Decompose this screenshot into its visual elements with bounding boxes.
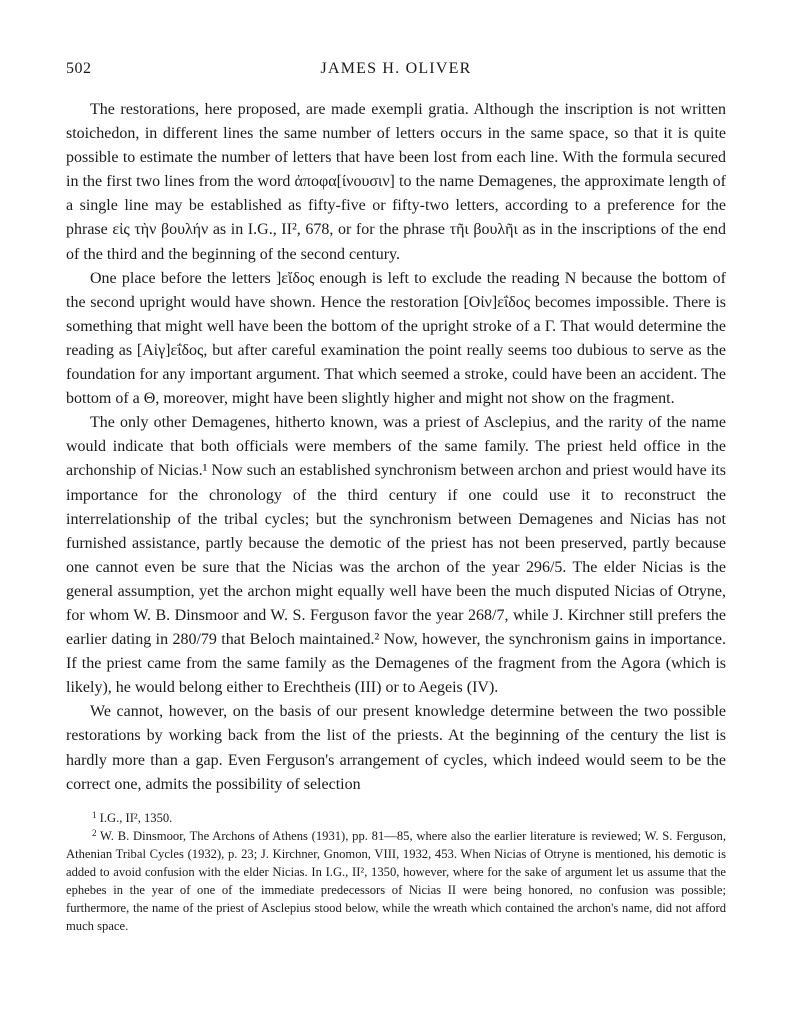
paragraph: We cannot, however, on the basis of our present knowledge determine between the two possible restorations by working back from the list of the priests. At the beginning of the century the list is hardly more than a gap. Even Ferguson's arrangement of cycles, which indeed would seem to be the correct one, admits the possibility of selection xyxy=(66,703,726,793)
footnote-text: W. B. Dinsmoor, The Archons of Athens (1931), pp. 81—85, where also the earlier literature is reviewed; W. S. Ferguson, Athenian Tribal Cycles (1932), p. 23; J. Kirchner, Gnomon, VIII, 1932, 453. When Nicias of Otryne is mentioned, his demotic is added to avoid confusion with the elder Nicias. In I.G., II², 1350, however, where for the sake of argument let us assume that the ephebes in the year of one of the immediate predecessors of Nicias II were being honored, no confusion was possible; furthermore, the name of the priest of Asclepius stood below, while the wreath which contained the archon's name, did not afford much space. xyxy=(66,828,726,933)
footnotes xyxy=(66,809,726,935)
paragraph: The restorations, here proposed, are made exempli gratia. Although the inscription is not written stoichedon, in different lines the same number of letters occurs in the same space, so that it is quite possible to estimate the number of letters that have been lost from each line. With the formula secured in the first two lines from the word ἀποφα[ίνουσιν] to the name Demagenes, the approximate length of a single line may be established as fifty-five or fifty-two letters, according to a preference for the phrase εἰς τὴν βουλήν as in I.G., II², 678, or for the phrase τῆι βουλῆι as in the inscriptions of the end of the third and the beginning of the second century. xyxy=(66,101,726,263)
paragraph: One place before the letters ]εἴδος enough is left to exclude the reading N because the bottom of the second upright would have shown. Hence the restoration [Οἰν]εΐδος becomes impossible. There is something that might well have been the bottom of the upright stroke of a Γ. That would determine the reading as [Αἰγ]εΐδος, but after careful examination the point really seems too dubious to serve as the foundation for any important argument. That which seemed a stroke, could have been an accident. The bottom of a Θ, moreover, might have been slightly higher and might not show on the fragment. xyxy=(66,269,726,408)
footnote-mark: 2 xyxy=(92,827,97,838)
running-title: JAMES H. OLIVER xyxy=(320,60,472,77)
footnote xyxy=(66,827,726,935)
paragraph: The only other Demagenes, hitherto known, was a priest of Asclepius, and the rarity of the name would indicate that both officials were members of the same family. The priest held office in the archonship of Nicias.¹ Now such an established synchronism between archon and priest would have its importance for the chronology of the third century if one could use it to reconstruct the interrelationship of the tribal cycles; but the synchronism between Demagenes and Nicias has not furnished assistance, partly because the demotic of the priest has not been preserved, partly because one cannot even be sure that the Nicias was the archon of the year 296/5. The elder Nicias is the general assumption, yet the archon might equally well have been the much disputed Nicias of Otryne, for whom W. B. Dinsmoor and W. S. Ferguson favor the year 268/7, while J. Kirchner still prefers the earlier dating in 280/79 that Beloch maintained.² Now, however, the synchronism gains in importance. If the priest came from the same family as the Demagenes of the fragment from the Agora (which is likely), he would belong either to Erechtheis (III) or to Aegeis (IV). xyxy=(66,414,726,697)
body-text xyxy=(66,98,726,797)
footnote-text: I.G., II², 1350. xyxy=(99,810,173,825)
page xyxy=(66,60,726,935)
running-head xyxy=(66,60,726,84)
page-number: 502 xyxy=(66,60,92,77)
footnote-mark: 1 xyxy=(92,809,97,820)
footnote xyxy=(66,809,726,827)
